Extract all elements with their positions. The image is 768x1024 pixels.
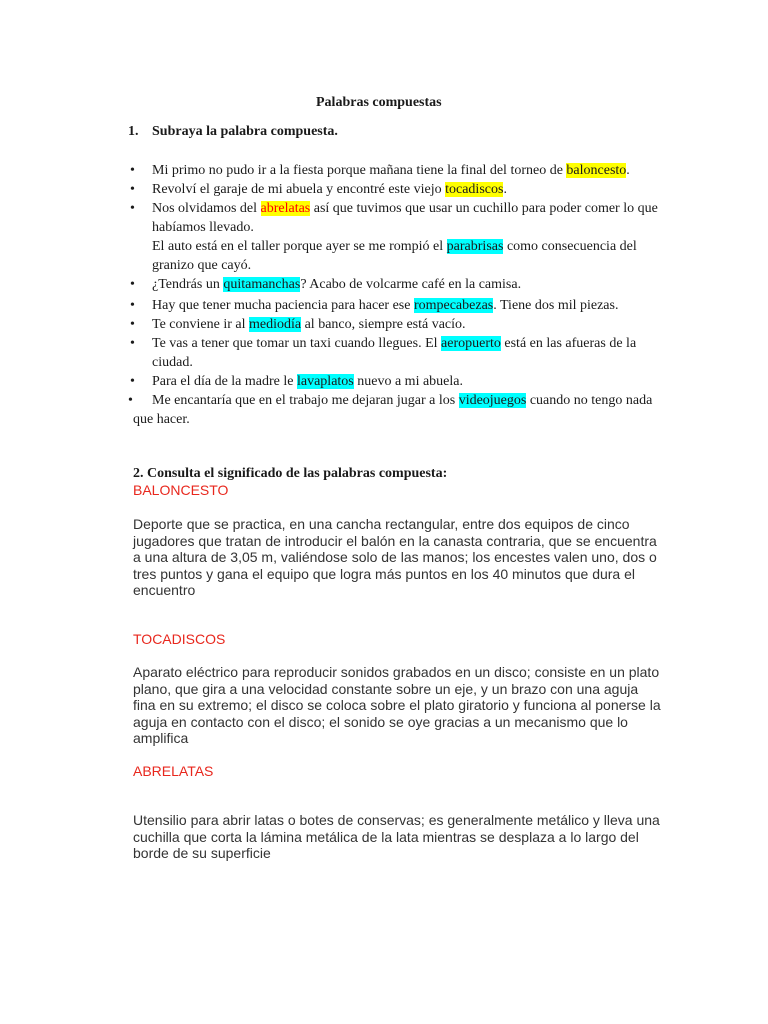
section-2-heading: 2. Consulta el significado de las palabras compuesta: <box>133 466 448 481</box>
sentence-text: ? Acabo de volcarme café en la camisa. <box>300 277 522 292</box>
highlighted-word: baloncesto <box>566 163 627 178</box>
sentence-text: nuevo a mi abuela. <box>353 374 463 389</box>
sentence-text: está en las afueras de la ciudad. <box>152 336 637 370</box>
definition-term: TOCADISCOS <box>133 631 226 647</box>
highlighted-word: aeropuerto <box>441 336 501 351</box>
sentence-text: Revolví el garaje de mi abuela y encontré este viejo <box>152 182 446 197</box>
bullet-icon: • <box>130 163 135 178</box>
bullet-icon: • <box>130 336 135 351</box>
bullet-icon: • <box>130 317 135 332</box>
list-item <box>130 161 673 180</box>
highlighted-word: lavaplatos <box>296 374 354 389</box>
highlighted-word: mediodía <box>248 317 302 332</box>
bullet-icon: • <box>130 374 135 389</box>
sentence-text: así que tuvimos que usar un cuchillo para poder comer lo que habíamos llevado. <box>152 201 658 235</box>
section-1-heading <box>128 122 338 141</box>
highlighted-word: rompecabezas <box>413 298 494 313</box>
list-item <box>130 180 673 199</box>
sentence-list <box>128 161 673 429</box>
highlighted-word: videojuegos <box>458 393 527 408</box>
sentence-text: Hay que tener mucha paciencia para hacer ese <box>152 298 414 313</box>
sentence-text: Mi primo no pudo ir a la fiesta porque mañana tiene la final del torneo de <box>152 163 567 178</box>
definition-term: ABRELATAS <box>133 763 214 779</box>
list-item <box>128 391 673 429</box>
list-item <box>130 199 673 275</box>
list-item <box>130 296 673 315</box>
list-item <box>130 275 673 294</box>
sentence-text: Te vas a tener que tomar un taxi cuando llegues. El <box>152 336 442 351</box>
highlighted-word: abrelatas <box>260 201 311 216</box>
definition-term: BALONCESTO <box>133 482 229 498</box>
section-1-number: 1. <box>128 124 139 139</box>
bullet-icon: • <box>130 298 135 313</box>
definition-text: Deporte que se practica, en una cancha rectangular, entre dos equipos de cinco jugadores que tratan de introducir el balón en la canasta contraria, que se encuentra a una altura de 3,05 m, valiéndose solo de las manos; los encestes valen uno, dos o tres puntos y gana el equipo que logra más puntos en los 40 minutos que dura el encuentro <box>133 516 657 598</box>
bullet-icon: • <box>130 182 135 197</box>
definition-text: Utensilio para abrir latas o botes de conservas; es generalmente metálico y lleva una cuchilla que corta la lámina metálica de la lata mientras se desplaza a lo largo del borde de su superficie <box>133 812 660 861</box>
sentence-text: cuando no tengo nada que hacer. <box>133 393 653 427</box>
sentence-text: como consecuencia del granizo que cayó. <box>152 239 637 273</box>
highlighted-word: parabrisas <box>446 239 504 254</box>
sentence-text: Para el día de la madre le <box>152 374 297 389</box>
sentence-text: Te conviene ir al <box>152 317 249 332</box>
list-item <box>130 334 673 372</box>
sentence-text: . Tiene dos mil piezas. <box>493 298 619 313</box>
sentence-text: al banco, siempre está vacío. <box>301 317 466 332</box>
highlighted-word: tocadiscos <box>445 182 504 197</box>
sentence-text: Nos olvidamos del <box>152 201 261 216</box>
definition-text: Aparato eléctrico para reproducir sonidos grabados en un disco; consiste en un plato plano, que gira a una velocidad constante sobre un eje, y un brazo con una aguja fina en su extremo; el disco se coloca sobre el plato giratorio y funciona al ponerse la aguja en contacto con el disco; el sonido se oye gracias a un mecanismo que lo amplifica <box>133 664 661 746</box>
list-item <box>130 372 673 391</box>
sentence-text: ¿Tendrás un <box>152 277 224 292</box>
sentence-text: El auto está en el taller porque ayer se me rompió el <box>152 239 447 254</box>
page-title: Palabras compuestas <box>316 95 442 110</box>
bullet-icon: • <box>130 201 135 216</box>
highlighted-word: quitamanchas <box>223 277 301 292</box>
list-item <box>130 315 673 334</box>
section-1-label: Subraya la palabra compuesta. <box>152 124 338 139</box>
sentence-text: . <box>626 163 630 178</box>
sentence-text: Me encantaría que en el trabajo me dejaran jugar a los <box>152 393 459 408</box>
bullet-icon: • <box>128 393 133 408</box>
bullet-icon: • <box>130 277 135 292</box>
sentence-text: . <box>503 182 507 197</box>
